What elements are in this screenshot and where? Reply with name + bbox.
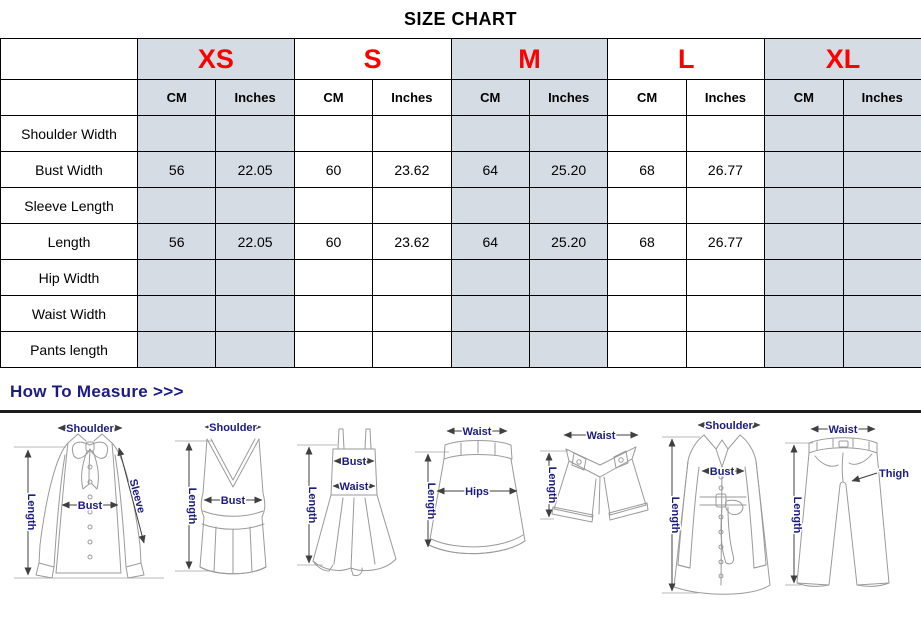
table-cell [451, 188, 529, 224]
blouse-sleeve-label: Sleeve [126, 477, 148, 515]
table-row [1, 296, 921, 332]
table-cell [529, 332, 607, 368]
table-cell [294, 188, 372, 224]
tank-top-diagram [171, 415, 293, 615]
blouse-shoulder-label: Shoulder [66, 423, 114, 435]
size-header-m: M [451, 39, 608, 80]
size-header-xl: XL [765, 39, 921, 80]
table-cell [843, 224, 921, 260]
table-cell [216, 296, 294, 332]
row-label: Hip Width [1, 260, 138, 296]
table-cell [843, 260, 921, 296]
table-row [1, 332, 921, 368]
unit-header: Inches [373, 80, 451, 116]
table-cell [373, 188, 451, 224]
row-label: Waist Width [1, 296, 138, 332]
coat-shoulder-label: Shoulder [705, 420, 753, 432]
table-cell: 68 [608, 152, 686, 188]
table-row [1, 152, 921, 188]
table-cell: 64 [451, 224, 529, 260]
table-cell [216, 332, 294, 368]
section-divider [0, 410, 921, 413]
dress-bust-label: Bust [341, 456, 367, 468]
table-cell: 22.05 [216, 224, 294, 260]
table-cell: 26.77 [686, 224, 764, 260]
page-title: SIZE CHART [404, 8, 517, 29]
table-cell [451, 332, 529, 368]
table-cell [373, 116, 451, 152]
table-cell [529, 188, 607, 224]
tank-length-label: Length [186, 487, 198, 525]
table-cell [843, 332, 921, 368]
shorts-waist-label: Waist [586, 430, 616, 442]
table-cell [765, 188, 843, 224]
table-cell [373, 260, 451, 296]
table-cell [686, 188, 764, 224]
table-cell: 22.05 [216, 152, 294, 188]
table-cell: 64 [451, 152, 529, 188]
table-cell [138, 332, 216, 368]
table-cell [216, 260, 294, 296]
table-cell [765, 332, 843, 368]
shorts-diagram [538, 415, 658, 615]
skirt-waist-label: Waist [462, 426, 492, 438]
table-row [1, 260, 921, 296]
table-cell: 68 [608, 224, 686, 260]
table-cell: 60 [294, 152, 372, 188]
table-cell: 23.62 [373, 152, 451, 188]
table-cell [608, 332, 686, 368]
dress-waist-label: Waist [339, 481, 369, 493]
corner-cell [1, 80, 138, 116]
table-cell [373, 296, 451, 332]
table-cell [451, 116, 529, 152]
blouse-bust-label: Bust [77, 500, 103, 512]
table-cell [138, 188, 216, 224]
table-cell [686, 332, 764, 368]
table-cell [529, 296, 607, 332]
table-cell [843, 188, 921, 224]
size-chart-table [0, 38, 921, 368]
table-cell [138, 296, 216, 332]
table-cell [765, 296, 843, 332]
table-cell [686, 116, 764, 152]
unit-header: Inches [529, 80, 607, 116]
table-cell [294, 296, 372, 332]
row-label: Sleeve Length [1, 188, 138, 224]
table-cell [294, 332, 372, 368]
unit-header: CM [294, 80, 372, 116]
table-row [1, 188, 921, 224]
table-row [1, 116, 921, 152]
pants-waist-label: Waist [828, 424, 858, 436]
table-cell [451, 260, 529, 296]
table-cell [138, 116, 216, 152]
coat-length-label: Length [669, 496, 681, 534]
table-cell [608, 296, 686, 332]
table-cell [529, 260, 607, 296]
tank-bust-label: Bust [220, 495, 246, 507]
dress-length-label: Length [306, 486, 318, 524]
size-header-s: S [294, 39, 451, 80]
table-cell: 60 [294, 224, 372, 260]
unit-header: Inches [686, 80, 764, 116]
skirt-hips-label: Hips [465, 486, 489, 498]
dress-diagram [293, 415, 415, 615]
how-to-measure-heading: How To Measure >>> [10, 382, 184, 401]
unit-header: Inches [843, 80, 921, 116]
table-cell [765, 116, 843, 152]
unit-header: CM [451, 80, 529, 116]
table-cell: 26.77 [686, 152, 764, 188]
table-cell [843, 152, 921, 188]
row-label: Pants length [1, 332, 138, 368]
size-header-xs: XS [138, 39, 295, 80]
table-cell: 25.20 [529, 224, 607, 260]
pants-length-label: Length [791, 496, 803, 534]
table-cell [843, 116, 921, 152]
unit-header: CM [765, 80, 843, 116]
table-cell [294, 116, 372, 152]
blouse-diagram [6, 415, 171, 615]
table-cell [138, 260, 216, 296]
row-label: Shoulder Width [1, 116, 138, 152]
size-header-l: L [608, 39, 765, 80]
row-label: Bust Width [1, 152, 138, 188]
coat-bust-label: Bust [709, 466, 735, 478]
table-cell [765, 224, 843, 260]
table-cell [765, 260, 843, 296]
table-cell [608, 260, 686, 296]
coat-diagram [658, 415, 783, 615]
unit-header: CM [138, 80, 216, 116]
table-row [1, 224, 921, 260]
table-cell [608, 116, 686, 152]
shorts-length-label: Length [546, 466, 558, 504]
table-cell [686, 260, 764, 296]
tank-shoulder-label: Shoulder [209, 422, 257, 434]
blouse-length-label: Length [25, 493, 37, 531]
skirt-diagram [415, 415, 538, 615]
table-cell [373, 332, 451, 368]
measure-diagrams [0, 415, 921, 615]
table-cell [686, 296, 764, 332]
table-cell: 25.20 [529, 152, 607, 188]
table-cell: 56 [138, 224, 216, 260]
skirt-length-label: Length [425, 482, 437, 520]
pants-diagram [783, 415, 914, 615]
table-cell [765, 152, 843, 188]
table-cell: 56 [138, 152, 216, 188]
size-header-row [1, 39, 921, 80]
unit-header-row [1, 80, 921, 116]
unit-header: Inches [216, 80, 294, 116]
pants-thigh-label: Thigh [879, 468, 909, 480]
table-cell [608, 188, 686, 224]
table-cell [451, 296, 529, 332]
table-cell [216, 188, 294, 224]
table-cell [216, 116, 294, 152]
corner-cell [1, 39, 138, 80]
table-cell: 23.62 [373, 224, 451, 260]
table-cell [294, 260, 372, 296]
row-label: Length [1, 224, 138, 260]
table-cell [843, 296, 921, 332]
unit-header: CM [608, 80, 686, 116]
table-cell [529, 116, 607, 152]
